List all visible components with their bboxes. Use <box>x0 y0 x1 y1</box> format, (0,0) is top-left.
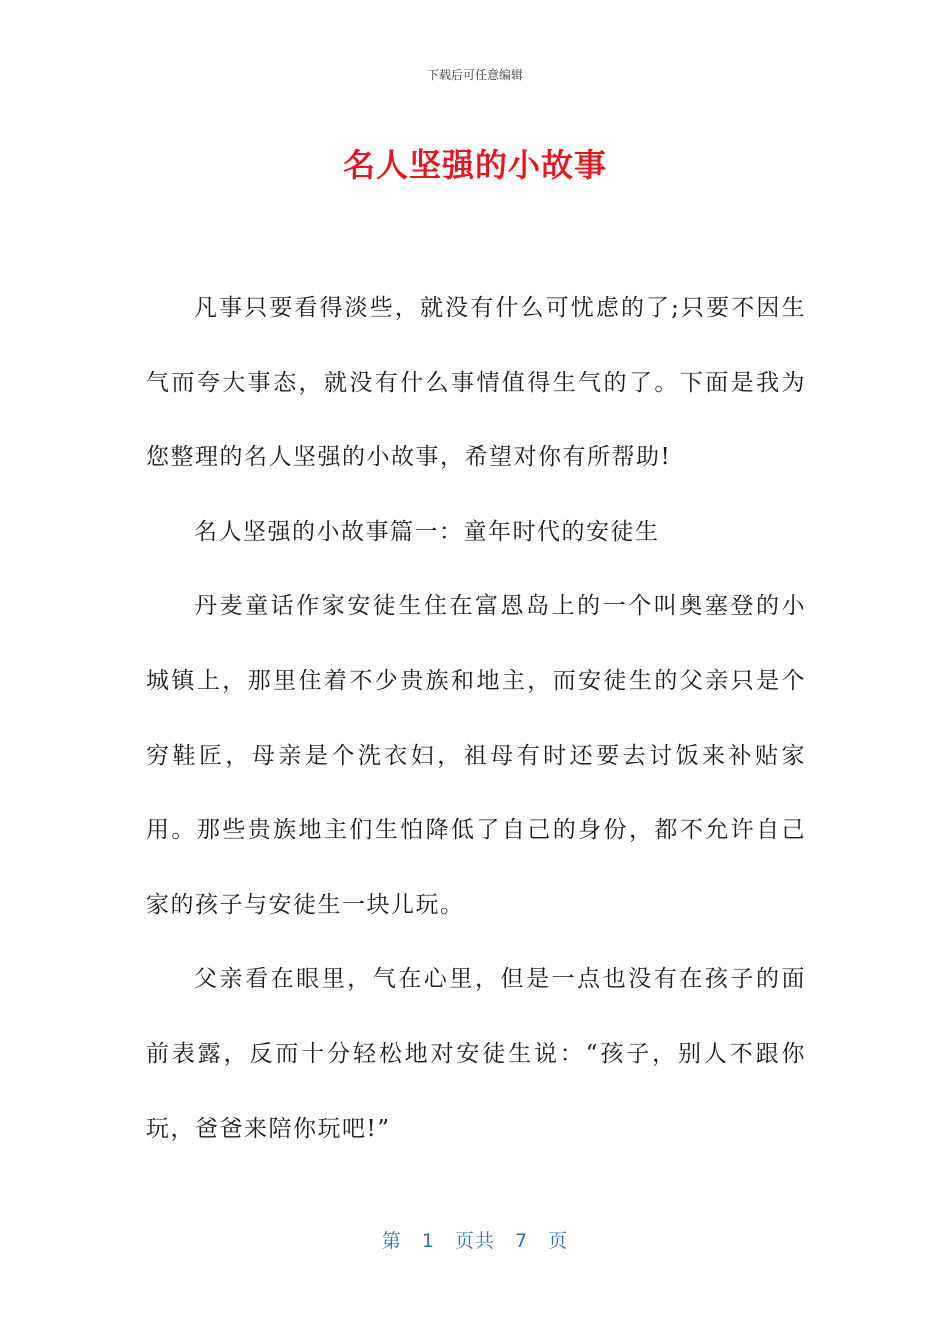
footer-prefix: 第 <box>381 1230 402 1252</box>
paragraph-heading: 名人坚强的小故事篇一：童年时代的安徒生 <box>194 518 660 545</box>
document-title: 名人坚强的小故事 <box>342 146 607 184</box>
footer-mid: 页共 <box>454 1230 495 1252</box>
footer-total-pages: 7 <box>515 1230 529 1252</box>
paragraph-story-1: 丹麦童话作家安徒生住在富恩岛上的一个叫奥塞登的小城镇上，那里住着不少贵族和地主，而安徒生的父亲只是个穷鞋匠，母亲是个洗衣妇，祖母有时还要去讨饭来补贴家用。那些贵族地主们生怕降低了自己的身份，都不允许自己家的孩子与安徒生一块儿玩。 <box>146 593 806 918</box>
page-footer <box>0 1226 950 1253</box>
document-body <box>146 271 806 1166</box>
footer-current-page: 1 <box>421 1230 435 1252</box>
footer-suffix: 页 <box>548 1230 569 1252</box>
paragraph-intro: 凡事只要看得淡些，就没有什么可忧虑的了;只要不因生气而夸大事态，就没有什么事情值得生气的了。下面是我为您整理的名人坚强的小故事，希望对你有所帮助! <box>146 295 806 471</box>
paragraph-story-2: 父亲看在眼里，气在心里，但是一点也没有在孩子的面前表露，反而十分轻松地对安徒生说：“孩子，别人不跟你玩，爸爸来陪你玩吧!” <box>146 966 806 1142</box>
header-note: 下载后可任意编辑 <box>426 68 523 82</box>
